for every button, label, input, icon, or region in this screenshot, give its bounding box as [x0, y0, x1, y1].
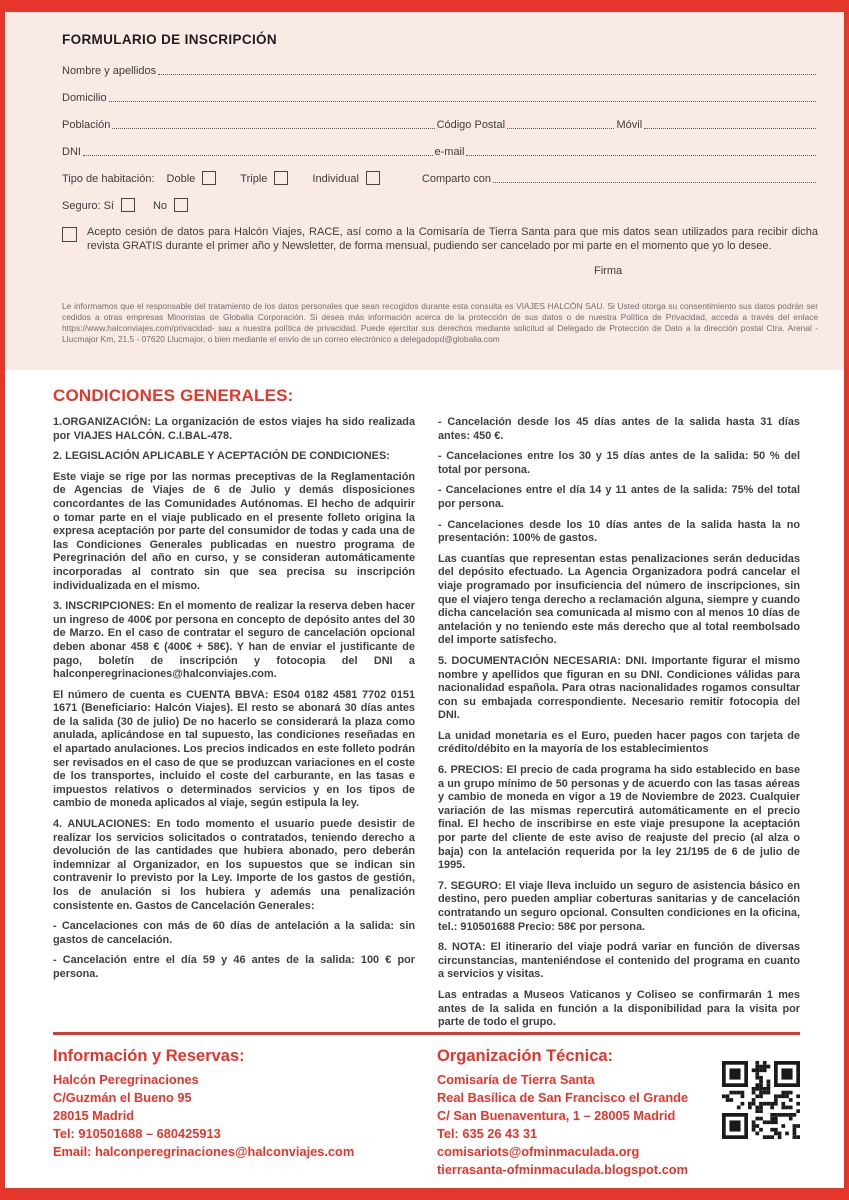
- comparto-con-input-line[interactable]: [493, 182, 816, 183]
- comparto-con-label: Comparto con: [421, 173, 491, 185]
- form-title: FORMULARIO DE INSCRIPCIÓN: [62, 32, 278, 47]
- org-address: C/ San Buenaventura, 1 – 28005 Madrid: [437, 1108, 676, 1123]
- conditions-paragraph: - Cancelaciones entre los 30 y 15 días antes de la salida: 50 % del total por persona.: [438, 450, 800, 476]
- form-row-dni: [62, 142, 818, 159]
- seguro-si-checkbox[interactable]: [121, 198, 135, 212]
- doble-checkbox[interactable]: [202, 171, 216, 185]
- conditions-right-column: [438, 416, 800, 1032]
- conditions-paragraph: Este viaje se rige por las normas preceptivas de la Reglamentación de Agencias de Viajes de 6 de Julio y demás disposiciones concordantes de las Comunidades Autónomas. El hecho de adquirir o tomar parte en el viaje publicado en el presente folleto origina la expresa aceptación por parte del consumidor de todas y cada una de las Condiciones Generales publicadas en nuestro programa de Peregrinación del año en curso, y se consideran automáticamente incorporadas al contrato sin que sea precisa su inscripción individualizada en el mismo.: [53, 470, 415, 592]
- form-row-habitacion: [62, 169, 818, 186]
- nombre-input-line[interactable]: [158, 74, 816, 75]
- consent-checkbox[interactable]: [62, 227, 77, 242]
- conditions-paragraph: 6. PRECIOS: El precio de cada programa ha sido establecido en base a un grupo mínimo de 50 personas y de acuerdo con las tasas aéreas y cambio de moneda en vigor a 19 de Noviembre de 2023. Cualquier variación de las mismas repercutirá automáticamente en el precio final. El hecho de inscribirse en este viaje presupone la aceptación por parte del cliente de este aviso de reajuste del precio (al alza o baja) con la antelación requerida por la ley 21/195 de 6 de julio de 1995.: [438, 764, 800, 872]
- codigo-postal-label: Código Postal: [436, 119, 506, 131]
- conditions-section: [5, 370, 844, 1032]
- conditions-paragraph: 8. NOTA: El itinerario del viaje podrá variar en función de diversas circunstancias, manteniéndose el contenido del programa en cuanto a servicios y visitas.: [438, 941, 800, 981]
- org-blog: tierrasanta-ofminmaculada.blogspot.com: [437, 1162, 689, 1177]
- conditions-paragraph: - Cancelaciones con más de 60 días de antelación a la salida: sin gastos de cancelación.: [53, 920, 415, 946]
- form-row-nombre: [62, 61, 818, 78]
- form-row-poblacion: [62, 115, 818, 132]
- dni-input-line[interactable]: [83, 155, 433, 156]
- info-street: C/Guzmán el Bueno 95: [53, 1090, 192, 1105]
- codigo-postal-input-line[interactable]: [507, 128, 614, 129]
- conditions-paragraph: La unidad monetaria es el Euro, pueden hacer pagos con tarjeta de crédito/débito en la mayoría de los establecimientos: [438, 729, 800, 756]
- conditions-paragraph: El número de cuenta es CUENTA BBVA: ES04 0182 4581 7702 0151 1671 (Beneficiario: Halcón Viajes). El resto se abonará 30 días antes de la salida (30 de julio) De no hacerlo se considerará la plaza como anulada, aplicándose en tal supuesto, las condiciones reseñadas en el apartado anulaciones. Los precios indicados en este folleto podrán ser revisados en el caso de que se produzcan variaciones en el coste de los transportes, incluido el coste del carburante, en las tasas e impuestos relativos o determinados servicios y en los tipos de cambio de moneda aplicados al viaje, según estipula la ley.: [53, 688, 415, 810]
- seguro-no-checkbox[interactable]: [174, 198, 188, 212]
- form-row-seguro: [62, 196, 818, 213]
- triple-checkbox[interactable]: [274, 171, 288, 185]
- org-email: comisariots@ofminmaculada.org: [437, 1144, 640, 1159]
- footer-org-column: [437, 1047, 712, 1188]
- consent-row: [62, 226, 818, 254]
- nombre-label: Nombre y apellidos: [62, 65, 157, 77]
- movil-label: Móvil: [616, 119, 643, 131]
- conditions-paragraph: 1.ORGANIZACIÓN: La organización de estos viajes ha sido realizada por VIAJES HALCÓN. C.I.BAL-478.: [53, 416, 415, 442]
- conditions-paragraph: 2. LEGISLACIÓN APLICABLE Y ACEPTACIÓN DE CONDICIONES:: [53, 450, 390, 463]
- seguro-si-label: Seguro: Sí: [62, 200, 114, 212]
- conditions-paragraph: 5. DOCUMENTACIÓN NECESARIA: DNI. Importante figurar el mismo nombre y apellidos que figuran en su DNI. Condiciones válidas para nacionalidad española. Para otras nacionalidades rogamos consultar con su embajada correspondiente. Necesario remitir fotocopia del DNI.: [438, 654, 800, 722]
- email-input-line[interactable]: [466, 155, 816, 156]
- info-email: Email: halconperegrinaciones@halconviajes.com: [53, 1144, 355, 1159]
- consent-text: Acepto cesión de datos para Halcón Viajes, RACE, así como a la Comisaría de Tierra Santa para que mis datos sean utilizados para recibir dicha revista GRATIS durante el primer año y Newsletter, de forma mensual, pudiendo ser cancelado por mi parte en el momento que yo lo desee.: [87, 226, 818, 252]
- info-phone: Tel: 910501688 – 680425913: [53, 1126, 221, 1141]
- domicilio-input-line[interactable]: [109, 101, 816, 102]
- conditions-paragraph: 3. INSCRIPCIONES: En el momento de realizar la reserva deben hacer un ingreso de 400€ por persona en concepto de depósito antes del 30 de Marzo. En el caso de contratar el seguro de cancelación opcional deben abonar 458 € (400€ + 58€). Y han de enviar el justificante de pago, boletín de inscripción y fotocopia del DNI a halconperegrinaciones@halconviajes.com.: [53, 600, 415, 681]
- dni-label: DNI: [62, 146, 81, 158]
- info-company: Halcón Peregrinaciones: [53, 1072, 199, 1087]
- qr-code: [722, 1061, 800, 1139]
- conditions-paragraph: - Cancelaciones desde los 10 días antes de la salida hasta la no presentación: 100% de gastos.: [438, 518, 800, 545]
- domicilio-label: Domicilio: [62, 92, 107, 104]
- tipo-habitacion-label: Tipo de habitación:: [62, 173, 155, 185]
- doble-label: Doble: [166, 173, 196, 185]
- conditions-paragraph: 4. ANULACIONES: En todo momento el usuario puede desistir de realizar los servicios solicitados o contratados, teniendo derecho a devolución de las cantidades que hubiera abonado, pero deberán indemnizar al Organizador, en los supuestos que se indican sin contravenir lo previsto por la Ley. Importe de los gastos de gestión, los de anulación si los hubiera y además una penalización consistente en. Gastos de Cancelación Generales:: [53, 818, 415, 912]
- organizacion-tecnica-heading: Organización Técnica:: [437, 1047, 614, 1065]
- footer-info-column: [53, 1047, 437, 1188]
- individual-checkbox[interactable]: [366, 171, 380, 185]
- signature-label: Firma: [594, 264, 623, 277]
- movil-input-line[interactable]: [644, 128, 816, 129]
- info-reservas-heading: Información y Reservas:: [53, 1047, 245, 1065]
- form-row-domicilio: [62, 88, 818, 105]
- privacy-notice: Le informamos que el responsable del tratamiento de los datos personales que sean recogidos durante esta consulta es VIAJES HALCÓN SAU. Si Usted otorga su consentimiento sus datos podrán ser cedidos a otras empresas Minoristas de Globalia Corporación. Si desea más información acerca de la protección de sus datos o de nuestra Política de Privacidad, acceda a través del enlace https://www.halconviajes.com/privacidad- sau a nuestra política de privacidad. Puede ejercitar sus derechos mediante solicitud al Delegado de Protección de Dato a la dirección postal Ctra. Arenal - Llucmajor Km, 21.5 - 07620 Llucmajor, o bien mediante el envío de un correo electrónico a delegadopd@globalia.com: [62, 300, 818, 345]
- conditions-title: CONDICIONES GENERALES:: [53, 386, 294, 405]
- conditions-paragraph: - Cancelación desde los 45 días antes de la salida hasta 31 días antes: 450 €.: [438, 416, 800, 442]
- org-basilica: Real Basílica de San Francisco el Grande: [437, 1090, 689, 1105]
- footer: [5, 1035, 844, 1188]
- conditions-paragraph: - Cancelaciones entre el día 14 y 11 antes de la salida: 75% del total por persona.: [438, 484, 800, 510]
- triple-label: Triple: [240, 173, 268, 185]
- individual-label: Individual: [312, 173, 359, 185]
- seguro-no-label: No: [152, 200, 168, 212]
- conditions-paragraph: 7. SEGURO: El viaje lleva incluido un seguro de asistencia básico en destino, pero pueden ampliar coberturas sanitarias y de cancelación contratando un seguro opcional. Consulten condiciones en la oficina, tel.: 910501688 Precio: 58€ por persona.: [438, 879, 800, 933]
- org-name: Comisaría de Tierra Santa: [437, 1072, 595, 1087]
- conditions-columns: [53, 416, 800, 1032]
- email-label: e-mail: [434, 146, 465, 158]
- conditions-paragraph: Las entradas a Museos Vaticanos y Coliseo se confirmarán 1 mes antes de la salida en función a la disponibilidad para la visita por parte de todo el grupo.: [438, 988, 800, 1029]
- poblacion-input-line[interactable]: [112, 128, 434, 129]
- inscription-form-section: [5, 12, 844, 370]
- info-city: 28015 Madrid: [53, 1108, 135, 1123]
- conditions-paragraph: Las cuantías que representan estas penalizaciones serán deducidas del depósito efectuado. La Agencia Organizadora podrá cancelar el viaje programado por insuficiencia del número de inscripciones, sin que el viajero tenga derecho a reclamación alguna, siempre y cuando dicha cancelación sea comunicada al mismo con al menos 10 días de antelación y no teniendo este más derecho que al total reembolsado del importe satisfecho.: [438, 552, 800, 647]
- org-phone: Tel: 635 26 43 31: [437, 1126, 538, 1141]
- conditions-paragraph: - Cancelación entre el día 59 y 46 antes de la salida: 100 € por persona.: [53, 954, 415, 980]
- conditions-left-column: [53, 416, 415, 1032]
- poblacion-label: Población: [62, 119, 111, 131]
